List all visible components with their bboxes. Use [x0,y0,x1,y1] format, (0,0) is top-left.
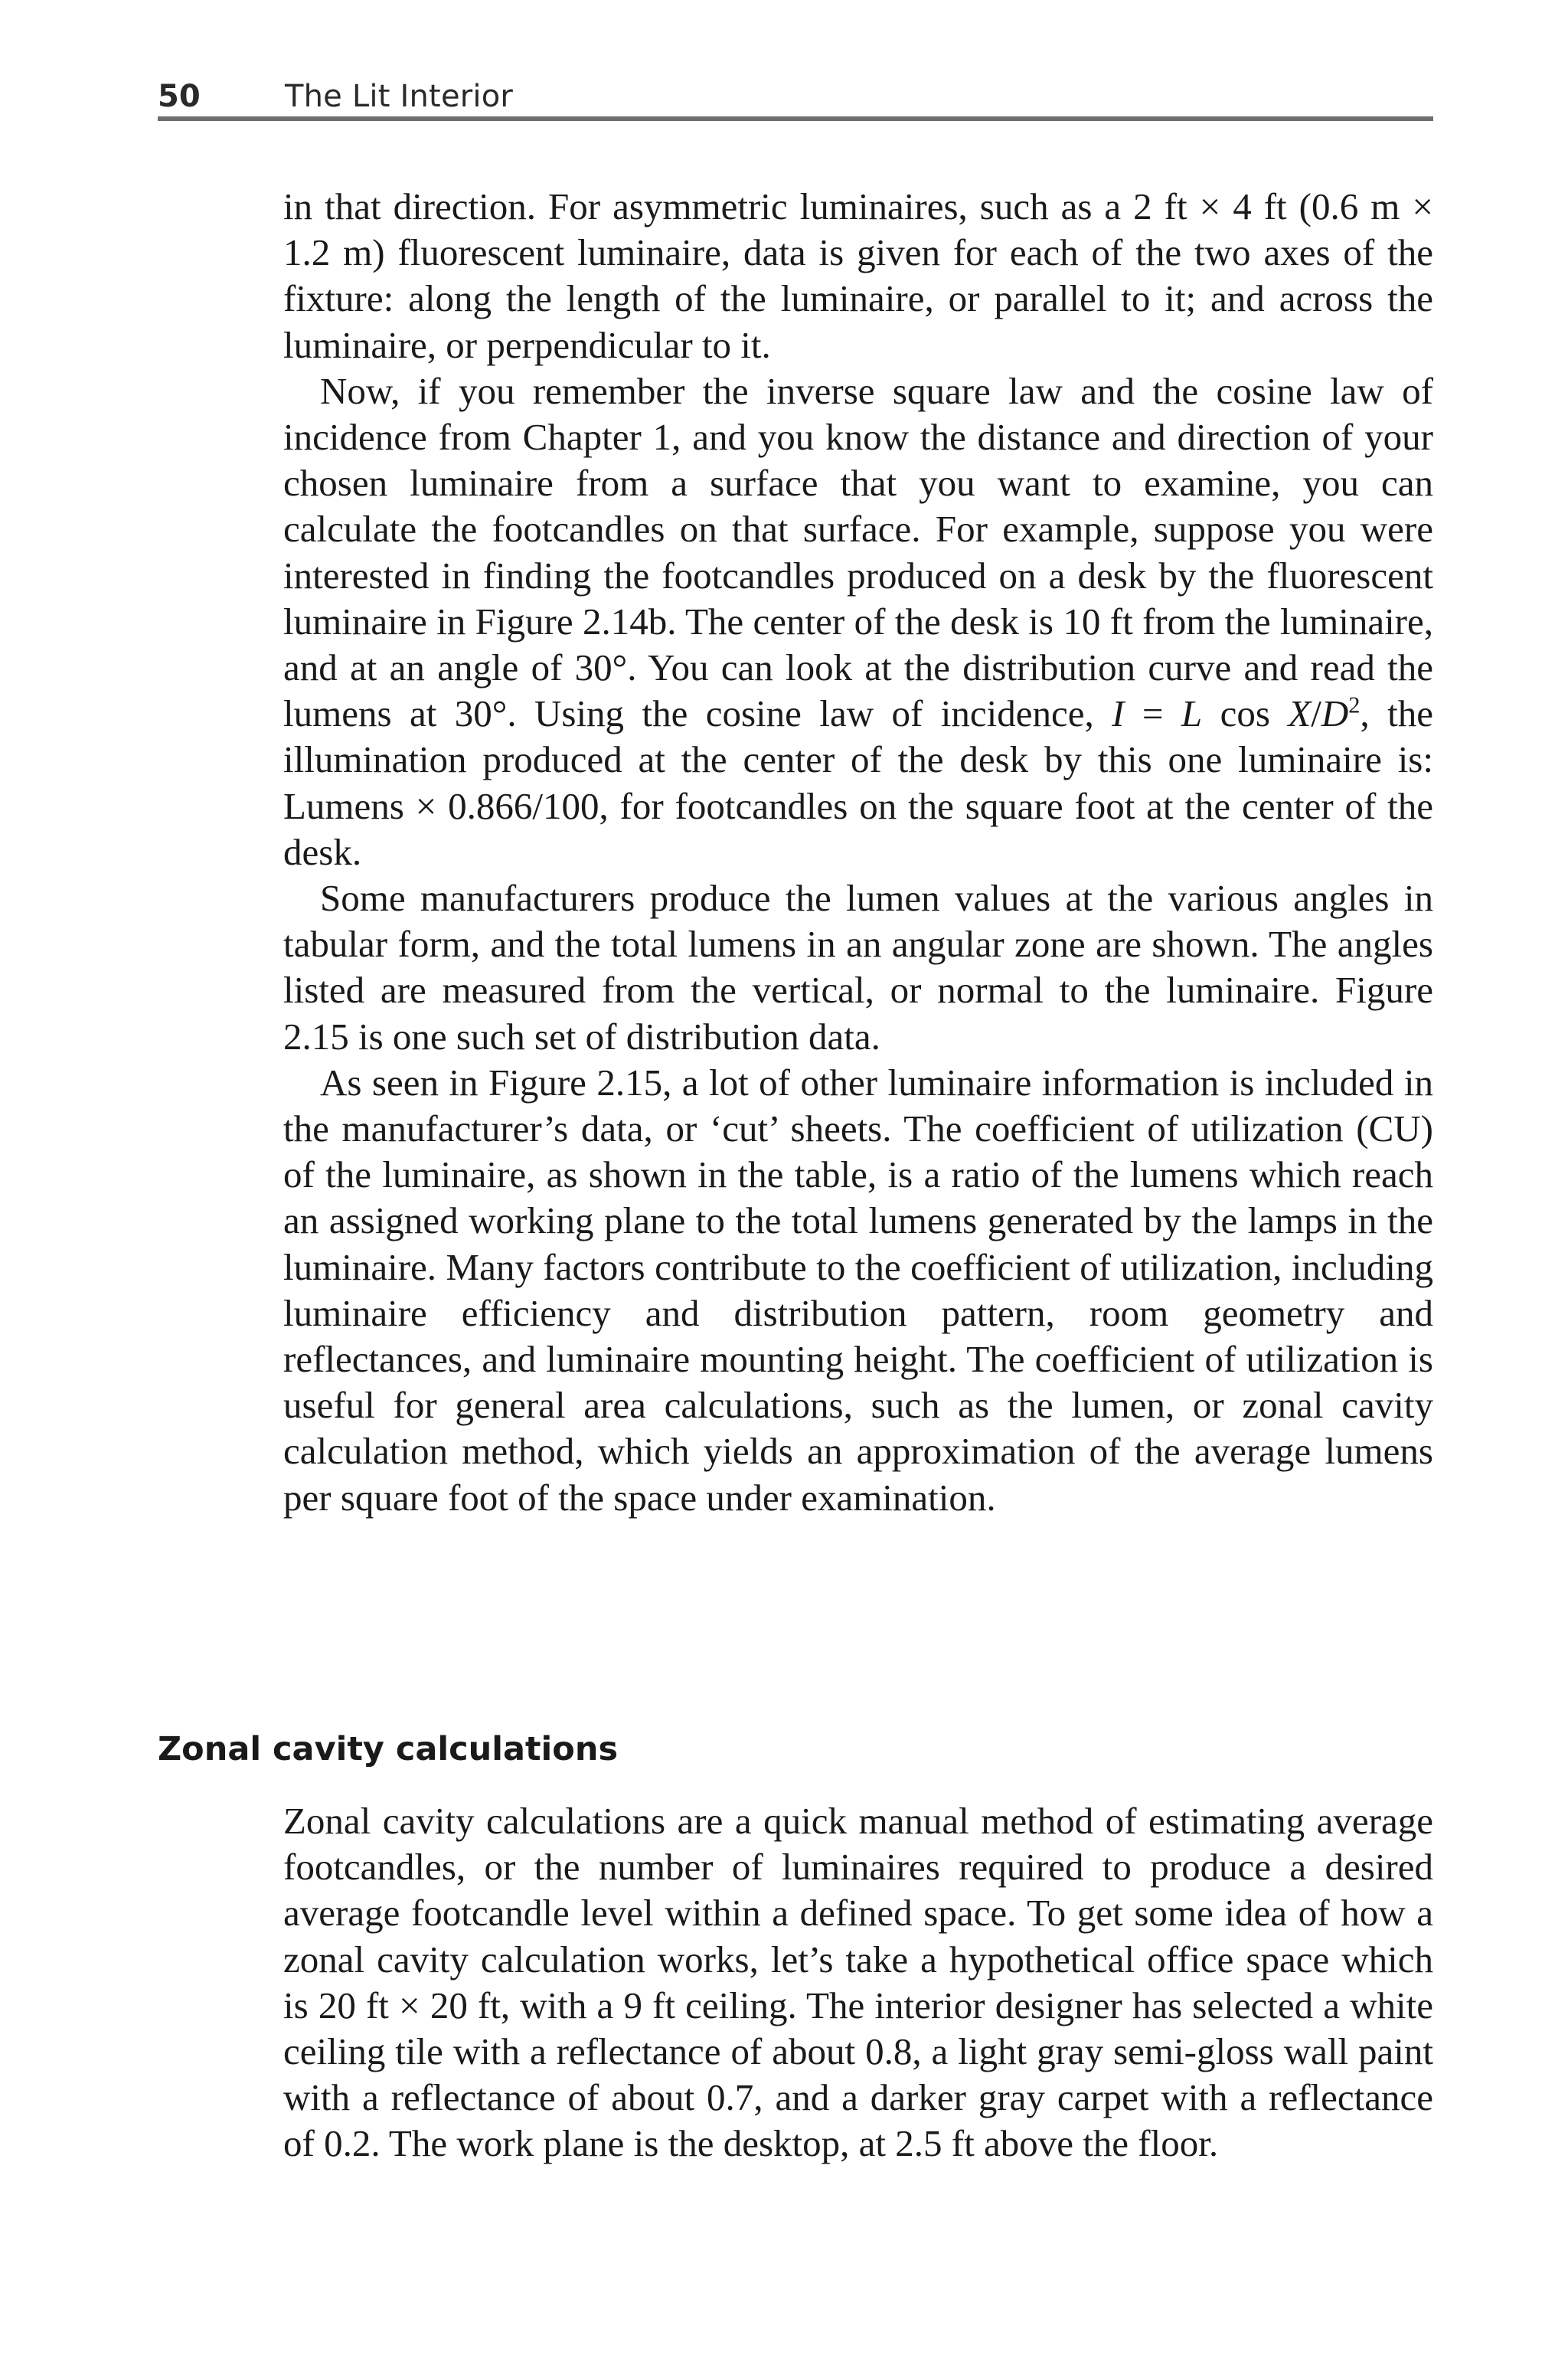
formula-slash: / [1311,692,1321,735]
paragraph-tabular-form: Some manufacturers produce the lumen values at the various angles in tabular form, and the total lumens in an angular zone are shown. The angles listed are measured from the vertical, or normal to the luminaire. Figure 2.15 is one such set of distribution data. [283,877,1433,1058]
paragraph-zonal-cavity: Zonal cavity calculations are a quick manual method of estimating average footcandles, or the number of luminaires required to produce a desired average footcandle level within a defined space. To get some idea of how a zonal cavity calculation works, let’s take a hypothetical office space which is 20 ft × 20 ft, with a 9 ft ceiling. The interior designer has selected a white ceiling tile with a reflectance of about 0.8, a light gray semi-gloss wall paint with a reflectance of about 0.7, and a darker gray carpet with a reflectance of 0.2. The work plane is the desktop, at 2.5 ft above the floor. [283,1800,1433,2165]
book-title: The Lit Interior [285,79,514,114]
formula-var-i: I [1112,692,1125,735]
formula-equals: = [1124,692,1181,735]
formula-exponent: 2 [1348,692,1361,718]
body-text-bottom [283,1798,1433,2167]
page-number: 50 [158,79,201,114]
formula-var-l: L [1181,692,1203,735]
paragraph-inverse-square-law [283,368,1433,875]
formula-trail-text: , the illumination produced at the center of the desk by this one luminaire is: Lumens × 0.866/100, for footcandles on the square foot at the center of the desk. [283,692,1433,873]
header-rule [158,116,1433,121]
formula-cos: cos [1202,692,1289,735]
section-heading: Zonal cavity calculations [158,1730,619,1768]
paragraph-continuation: in that direction. For asymmetric luminaires, such as a 2 ft × 4 ft (0.6 m × 1.2 m) fluorescent luminaire, data is given for each of the two axes of the fixture: along the length of the luminaire, or parallel to it; and across the luminaire, or perpendicular to it. [283,185,1433,366]
formula-var-d: D [1321,692,1349,735]
body-text-top [283,184,1433,1521]
formula-lead-text: Now, if you remember the inverse square law and the cosine law of incidence from Chapter 1, and you know the distance and direction of your chosen luminaire from a surface that you want to examine, you can calculate the footcandles on that surface. For example, suppose you were interested in finding the footcandles produced on a desk by the fluorescent luminaire in Figure 2.14b. The center of the desk is 10 ft from the luminaire, and at an angle of 30°. You can look at the distribution curve and read the lumens at 30°. Using the cosine law of incidence, [283,369,1433,735]
formula-var-x: X [1288,692,1312,735]
paragraph-coefficient-of-utilization: As seen in Figure 2.15, a lot of other luminaire information is included in the manufacturer’s data, or ‘cut’ sheets. The coefficient of utilization (CU) of the luminaire, as shown in the table, is a ratio of the lumens which reach an assigned working plane to the total lumens generated by the lamps in the luminaire. Many factors contribute to the coefficient of utilization, including luminaire efficiency and distribution pattern, room geometry and reflectances, and luminaire mounting height. The coefficient of utilization is useful for general area calculations, such as the lumen, or zonal cavity calculation method, which yields an approximation of the average lumens per square foot of the space under examination. [283,1061,1433,1519]
running-head [158,74,1433,119]
